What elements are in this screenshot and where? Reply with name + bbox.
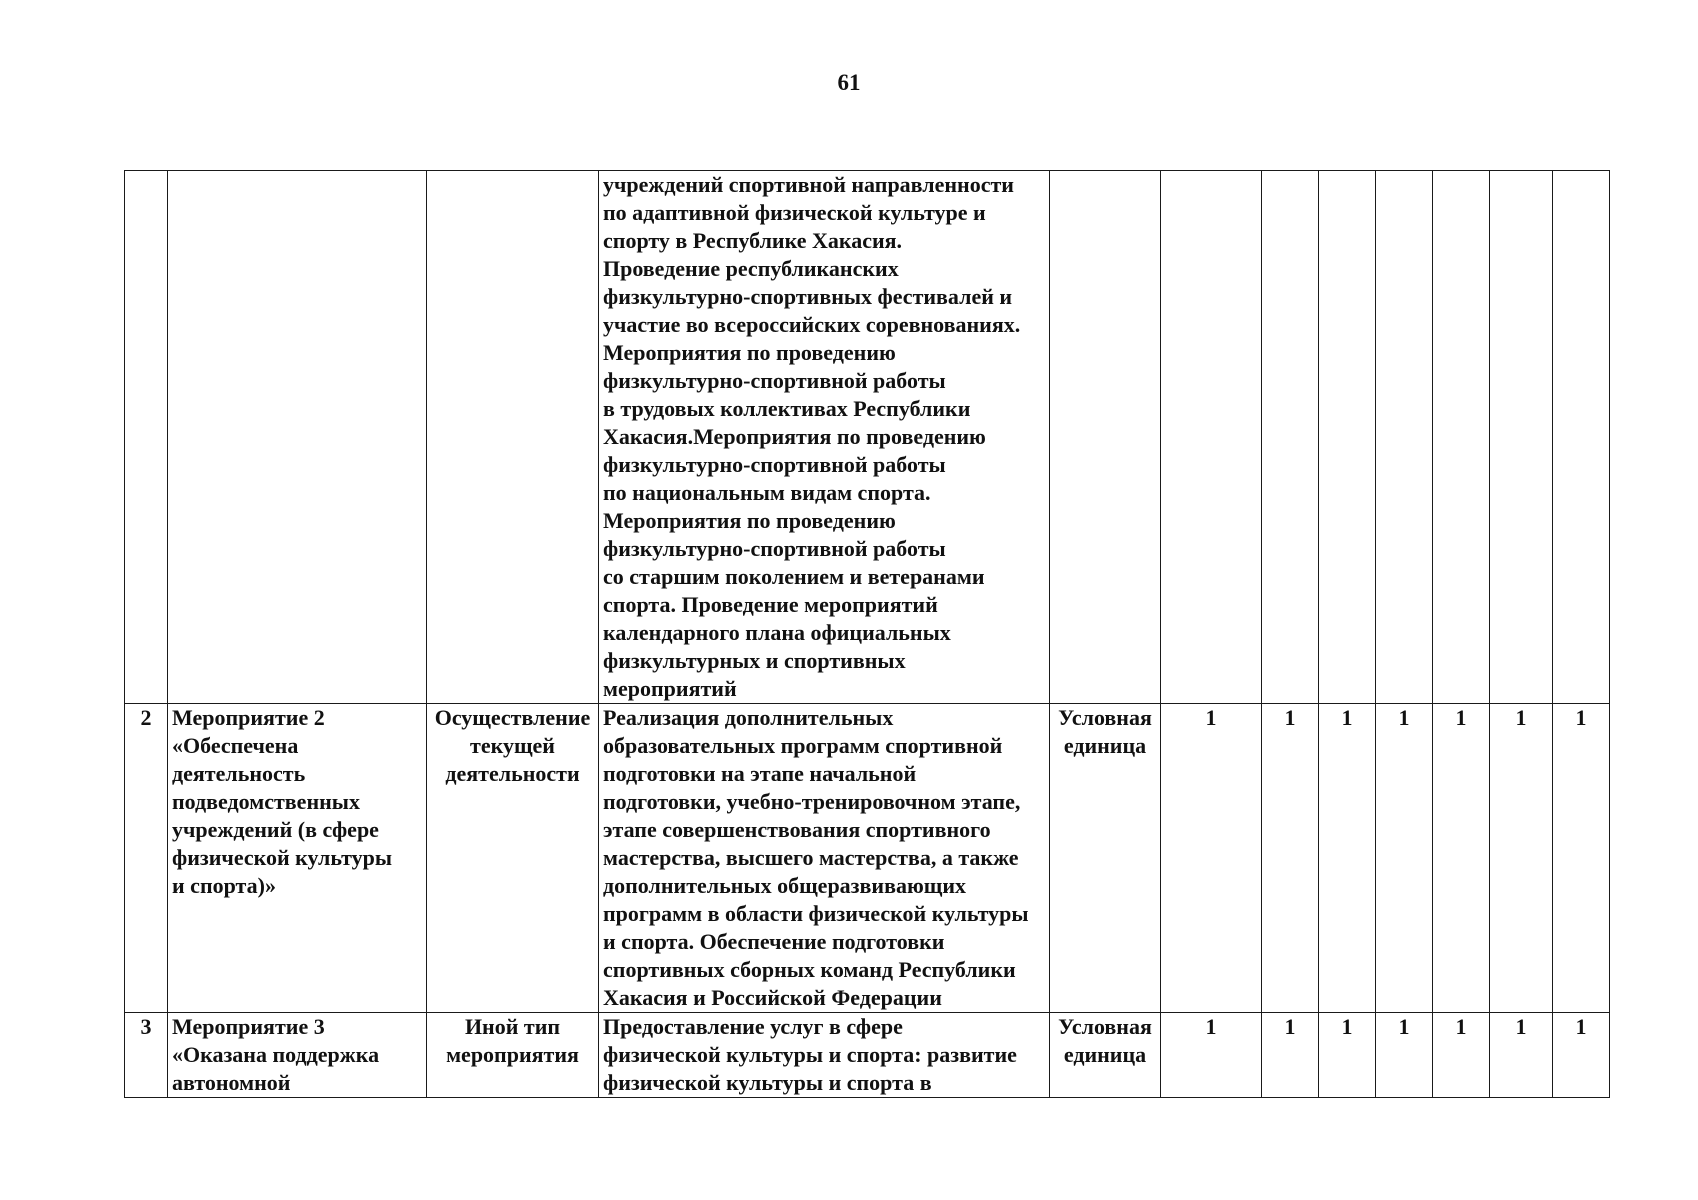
cell-line: этапе совершенствования спортивного [603,817,991,842]
cell-value: 1 [1376,1013,1433,1098]
cell-line: физкультурно-спортивной работы [603,452,946,477]
cell-num: 2 [125,704,168,1013]
cell-line: подготовки на этапе начальной [603,761,917,786]
activities-table [124,170,1610,1098]
cell-line: спортивных сборных команд Республики [603,957,1016,982]
cell-line: деятельность [172,761,306,786]
cell-value: 1 [1319,1013,1376,1098]
cell-line: участие во всероссийских соревнованиях. [603,312,1021,337]
cell-value: 1 [1262,704,1319,1013]
page-number: 61 [837,70,861,95]
cell-line: мастерства, высшего мастерства, а также [603,845,1019,870]
cell-name [168,1013,427,1098]
cell-unit [1050,1013,1161,1098]
cell-name [168,704,427,1013]
cell-value: 1 [1161,704,1262,1013]
cell-line: и спорта)» [172,873,276,898]
cell-line: по национальным видам спорта. [603,480,931,505]
cell-value: 1 [1433,1013,1490,1098]
cell-value: 1 [1490,704,1553,1013]
cell-line: Мероприятия по проведению [603,508,896,533]
cell-line: подведомственных [172,789,360,814]
cell-line: календарного плана официальных [603,620,951,645]
cell-value: 1 [1376,704,1433,1013]
cell-line: физической культуры [172,845,393,870]
cell-unit [1050,171,1161,704]
cell-line: физкультурных и спортивных [603,648,906,673]
cell-line: Условная [1058,705,1152,730]
cell-value [1319,171,1376,704]
cell-line: программ в области физической культуры [603,901,1029,926]
cell-value: 1 [1553,704,1610,1013]
cell-line: и спорта. Обеспечение подготовки [603,929,945,954]
cell-value [1161,171,1262,704]
cell-line: Предоставление услуг в сфере [603,1014,903,1039]
cell-line: Проведение республиканских [603,256,899,281]
cell-value: 1 [1433,704,1490,1013]
cell-line: Мероприятия по проведению [603,340,896,365]
cell-line: деятельности [445,761,580,786]
cell-line: автономной [172,1070,291,1095]
cell-line: со старшим поколением и ветеранами [603,564,985,589]
cell-line: Хакасия и Российской Федерации [603,985,942,1010]
cell-line: Иной тип [464,1014,561,1039]
cell-line: спорту в Республике Хакасия. [603,228,903,253]
cell-line: Мероприятие 2 [172,705,325,730]
cell-line: в трудовых коллективах Республики [603,396,971,421]
cell-line: текущей [470,733,555,758]
table-row [125,1013,1610,1098]
cell-value [1262,171,1319,704]
cell-value [1433,171,1490,704]
cell-value: 1 [1161,1013,1262,1098]
cell-unit [1050,704,1161,1013]
cell-value [1376,171,1433,704]
table-row-continuation [125,171,1610,704]
cell-line: физической культуры и спорта в [603,1070,932,1095]
cell-line: физкультурно-спортивной работы [603,536,946,561]
cell-type [427,1013,599,1098]
cell-line: единица [1063,1042,1147,1067]
cell-line: мероприятия [446,1042,579,1067]
cell-type [427,704,599,1013]
cell-line: физической культуры и спорта: развитие [603,1042,1017,1067]
cell-line: Условная [1058,1014,1152,1039]
cell-line: Осуществление [434,705,591,730]
cell-name [168,171,427,704]
cell-type [427,171,599,704]
cell-line: учреждений спортивной направленности [603,172,1014,197]
cell-num: 3 [125,1013,168,1098]
cell-line: дополнительных общеразвивающих [603,873,967,898]
cell-value: 1 [1490,1013,1553,1098]
cell-line: «Обеспечена [172,733,299,758]
cell-line: Мероприятие 3 [172,1014,325,1039]
cell-line: спорта. Проведение мероприятий [603,592,938,617]
cell-line: физкультурно-спортивных фестивалей и [603,284,1013,309]
cell-line: Реализация дополнительных [603,705,894,730]
cell-line: по адаптивной физической культуре и [603,200,986,225]
cell-line: подготовки, учебно-тренировочном этапе, [603,789,1021,814]
cell-description [599,1013,1050,1098]
cell-value: 1 [1319,704,1376,1013]
cell-line: физкультурно-спортивной работы [603,368,946,393]
cell-num [125,171,168,704]
cell-line: единица [1063,733,1147,758]
cell-value [1553,171,1610,704]
cell-value [1490,171,1553,704]
cell-line: мероприятий [603,676,737,701]
cell-line: «Оказана поддержка [172,1042,380,1067]
cell-value: 1 [1553,1013,1610,1098]
cell-line: образовательных программ спортивной [603,733,1003,758]
cell-description [599,171,1050,704]
table-body [125,171,1610,1098]
table-row [125,704,1610,1013]
cell-line: Хакасия.Мероприятия по проведению [603,424,986,449]
cell-value: 1 [1262,1013,1319,1098]
cell-line: учреждений (в сфере [172,817,379,842]
cell-description [599,704,1050,1013]
